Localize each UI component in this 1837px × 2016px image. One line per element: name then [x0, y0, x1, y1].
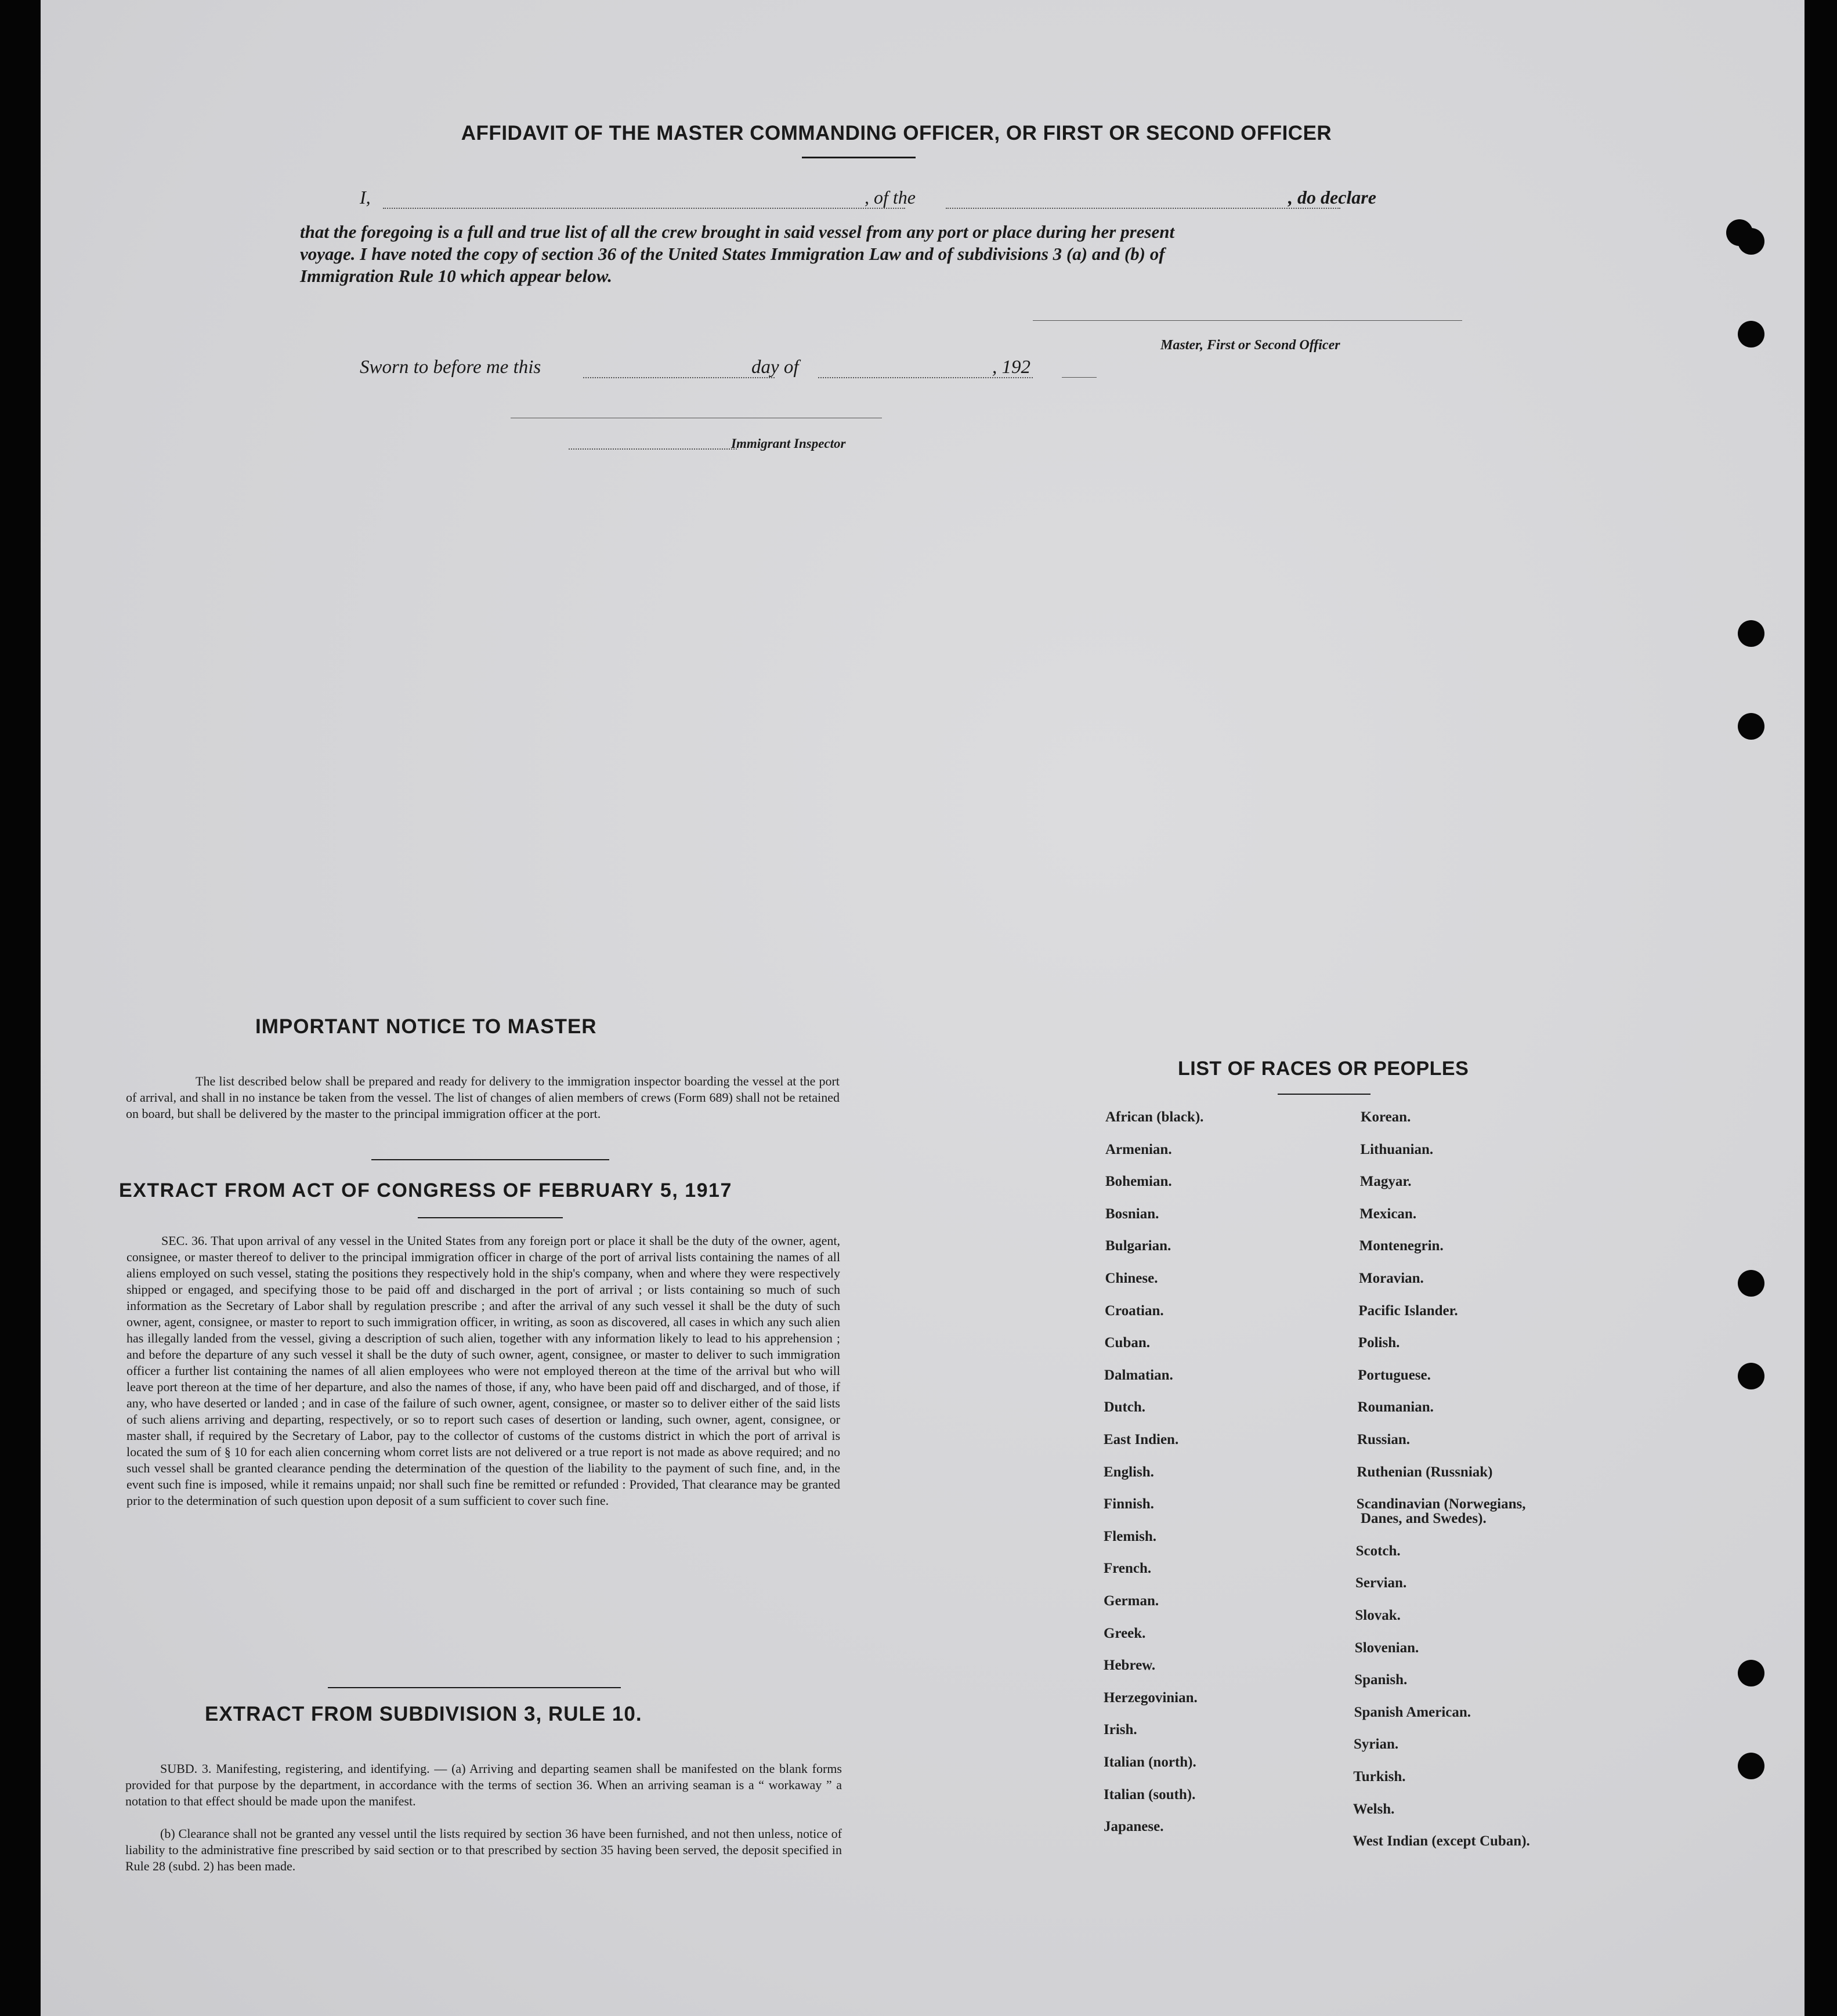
inspector-dotted-line — [569, 448, 737, 450]
master-signature-line[interactable] — [1033, 320, 1462, 321]
vessel-blank[interactable] — [946, 208, 1340, 209]
race-item-left: English. — [1104, 1464, 1154, 1480]
master-signature-label: Master, First or Second Officer — [1160, 338, 1340, 353]
race-item-right: Servian. — [1355, 1575, 1407, 1591]
races-title: LIST OF RACES OR PEOPLES — [1178, 1058, 1469, 1080]
race-item-right: Scandinavian (Norwegians, — [1356, 1496, 1526, 1512]
race-item-left: African (black). — [1105, 1109, 1204, 1125]
race-item-right: Spanish American. — [1354, 1704, 1471, 1720]
race-item-right: West Indian (except Cuban). — [1353, 1833, 1530, 1849]
race-item-left: Cuban. — [1104, 1335, 1151, 1351]
race-item-right: Syrian. — [1354, 1736, 1399, 1753]
race-item-left: Bosnian. — [1105, 1206, 1159, 1222]
year-blank[interactable] — [1062, 377, 1097, 378]
race-item-right: Danes, and Swedes). — [1361, 1511, 1487, 1527]
punch-hole — [1738, 228, 1764, 255]
race-item-left: Bohemian. — [1105, 1174, 1172, 1190]
race-item-right: Polish. — [1358, 1335, 1400, 1351]
race-item-left: Irish. — [1104, 1722, 1137, 1738]
race-item-left: Japanese. — [1104, 1819, 1164, 1835]
race-item-left: Dutch. — [1104, 1399, 1146, 1416]
name-blank[interactable] — [383, 208, 905, 209]
day-of-label: day of — [751, 357, 799, 378]
race-item-left: Croatian. — [1105, 1302, 1164, 1319]
punch-hole — [1738, 1270, 1764, 1297]
notice-title: IMPORTANT NOTICE TO MASTER — [255, 1015, 597, 1038]
year-label: , 192 — [992, 357, 1030, 378]
punch-hole — [1738, 620, 1764, 647]
affidavit-title-rule — [802, 157, 916, 158]
sworn-day-blank[interactable] — [583, 377, 775, 378]
affidavit-i-label: I, — [360, 187, 371, 208]
race-item-left: Flemish. — [1104, 1528, 1156, 1544]
affidavit-of-the: , of the — [865, 187, 916, 208]
race-item-left: Dalmatian. — [1104, 1367, 1173, 1383]
race-item-right: Slovenian. — [1354, 1639, 1419, 1656]
inspector-label: Immigrant Inspector — [731, 436, 846, 451]
act-title-rule — [418, 1217, 563, 1218]
race-item-left: Herzegovinian. — [1104, 1689, 1198, 1706]
race-item-left: French. — [1104, 1561, 1152, 1577]
race-item-right: Portuguese. — [1358, 1367, 1431, 1383]
affidavit-line-3: Immigration Rule 10 which appear below. — [300, 266, 612, 286]
race-item-right: Scotch. — [1355, 1543, 1401, 1559]
race-item-right: Slovak. — [1355, 1608, 1401, 1624]
race-item-right: Moravian. — [1359, 1271, 1424, 1286]
races-title-rule — [1278, 1094, 1370, 1095]
race-item-right: Roumanian. — [1357, 1399, 1434, 1416]
punch-hole — [1738, 1363, 1764, 1389]
race-item-right: Mexican. — [1359, 1206, 1417, 1222]
race-item-right: Ruthenian (Russniak) — [1357, 1464, 1493, 1480]
race-item-left: Italian (south). — [1104, 1786, 1196, 1803]
race-item-right: Montenegrin. — [1359, 1238, 1444, 1254]
rule-title: EXTRACT FROM SUBDIVISION 3, RULE 10. — [205, 1703, 642, 1725]
race-item-left: Italian (north). — [1104, 1754, 1196, 1770]
race-item-right: Welsh. — [1353, 1801, 1395, 1817]
race-item-right: Lithuanian. — [1360, 1141, 1434, 1157]
affidavit-line-1: that the foregoing is a full and true list of all the crew brought in said vessel from any port or place during her present — [300, 222, 1175, 242]
race-item-left: East Indien. — [1104, 1432, 1179, 1447]
race-item-left: Chinese. — [1105, 1271, 1158, 1286]
race-item-right: Pacific Islander. — [1358, 1302, 1458, 1319]
act-title: EXTRACT FROM ACT OF CONGRESS OF FEBRUARY 5, 1917 — [119, 1179, 732, 1201]
affidavit-do-declare: , do declare — [1288, 187, 1376, 208]
sworn-label: Sworn to before me this — [360, 357, 541, 378]
race-item-left: German. — [1104, 1593, 1159, 1609]
race-item-right: Korean. — [1361, 1109, 1411, 1125]
rule-text-b: (b) Clearance shall not be granted any vessel until the lists required by section 36 have been furnished, and not then unless, notice of liability to the administrative fine prescribed by said section or to that prescribed by section 35 having been served, the deposit specified in Rule 28 (subd. 2) has been made. — [125, 1826, 842, 1873]
race-item-left: Armenian. — [1105, 1141, 1172, 1157]
punch-hole — [1738, 1753, 1764, 1779]
race-item-right: Spanish. — [1354, 1672, 1408, 1688]
document-page — [41, 0, 1805, 2016]
punch-hole — [1738, 713, 1764, 740]
race-item-right: Magyar. — [1359, 1174, 1412, 1190]
rule-text-a: SUBD. 3. Manifesting, registering, and identifying. — (a) Arriving and departing seamen shall be manifested on the blank forms provided for that purpose by the department, in accordance with the terms of section 36. When an arriving seaman is a “ workaway ” a notation to that effect should be made upon the manifest. — [125, 1761, 842, 1808]
notice-text: The list described below shall be prepared and ready for delivery to the immigration inspector boarding the vessel at the port of arrival, and shall in no instance be taken from the vessel. The list of changes of alien members of crews (Form 689) shall not be retained on board, but shall be delivered by the master to the principal immigration officer at the port. — [126, 1074, 840, 1121]
race-item-right: Russian. — [1357, 1432, 1411, 1447]
race-item-right: Turkish. — [1353, 1769, 1406, 1785]
race-item-left: Finnish. — [1104, 1496, 1154, 1512]
race-item-left: Bulgarian. — [1105, 1238, 1171, 1254]
punch-hole — [1738, 1660, 1764, 1686]
affidavit-line-2: voyage. I have noted the copy of section 36 of the United States Immigration Law and of subdivisions 3 (a) and (b) of — [300, 244, 1165, 264]
affidavit-title: AFFIDAVIT OF THE MASTER COMMANDING OFFICER, OR FIRST OR SECOND OFFICER — [461, 122, 1332, 144]
act-end-rule — [328, 1687, 621, 1688]
notice-rule — [371, 1159, 609, 1160]
race-item-left: Greek. — [1104, 1625, 1146, 1641]
act-text: SEC. 36. That upon arrival of any vessel in the United States from any foreign port or place it shall be the duty of the owner, agent, consignee, or master thereof to deliver to the principal immigration officer in charge of the port of arrival lists containing the names of all aliens employed on such vessel, stating the positions they respectively hold in the ship's company, when and where they were respectively shipped or engaged, and specifying those to be paid off and discharged in the port of arrival ; or lists containing so much of such information as the Secretary of Labor shall by regulation prescribe ; and after the arrival of any such vessel it shall be the duty of such owner, agent, consignee, or master to report to such immigration officer, in writing, as soon as discovered, all cases in which any such alien has illegally landed from the vessel, giving a description of such alien, together with any information likely to lead to his apprehension ; and before the departure of any such vessel it shall be the duty of such owner, agent, consignee, or master to deliver to such immigration officer a further list containing the names of all alien employees who were not employed thereon at the time of the arrival but who will leave port thereon at the time of her departure, and also the names of those, if any, who have been paid off and discharged, and of those, if any, who have deserted or landed ; and in case of the failure of such owner, agent, consignee, or master so to deliver either of the said lists of such aliens arriving and departing, respectively, or so to report such cases of desertion or landing, such owner, agent, consignee, or master shall, if required by the Secretary of Labor, pay to the collector of customs of the customs district in which the port of arrival is located the sum of § 10 for each alien concerning whom corret lists are not delivered or a true report is not made as above required; and no such vessel shall be granted clearance pending the determination of the question of the liability to the payment of such fine, and, in the event such fine is imposed, while it remains unpaid; nor shall such fine be remitted or refunded : Provided, That clearance may be granted prior to the determination of such question upon deposit of a sum sufficient to cover such fine. — [126, 1233, 840, 1508]
race-item-left: Hebrew. — [1104, 1657, 1156, 1674]
punch-hole — [1738, 321, 1764, 348]
